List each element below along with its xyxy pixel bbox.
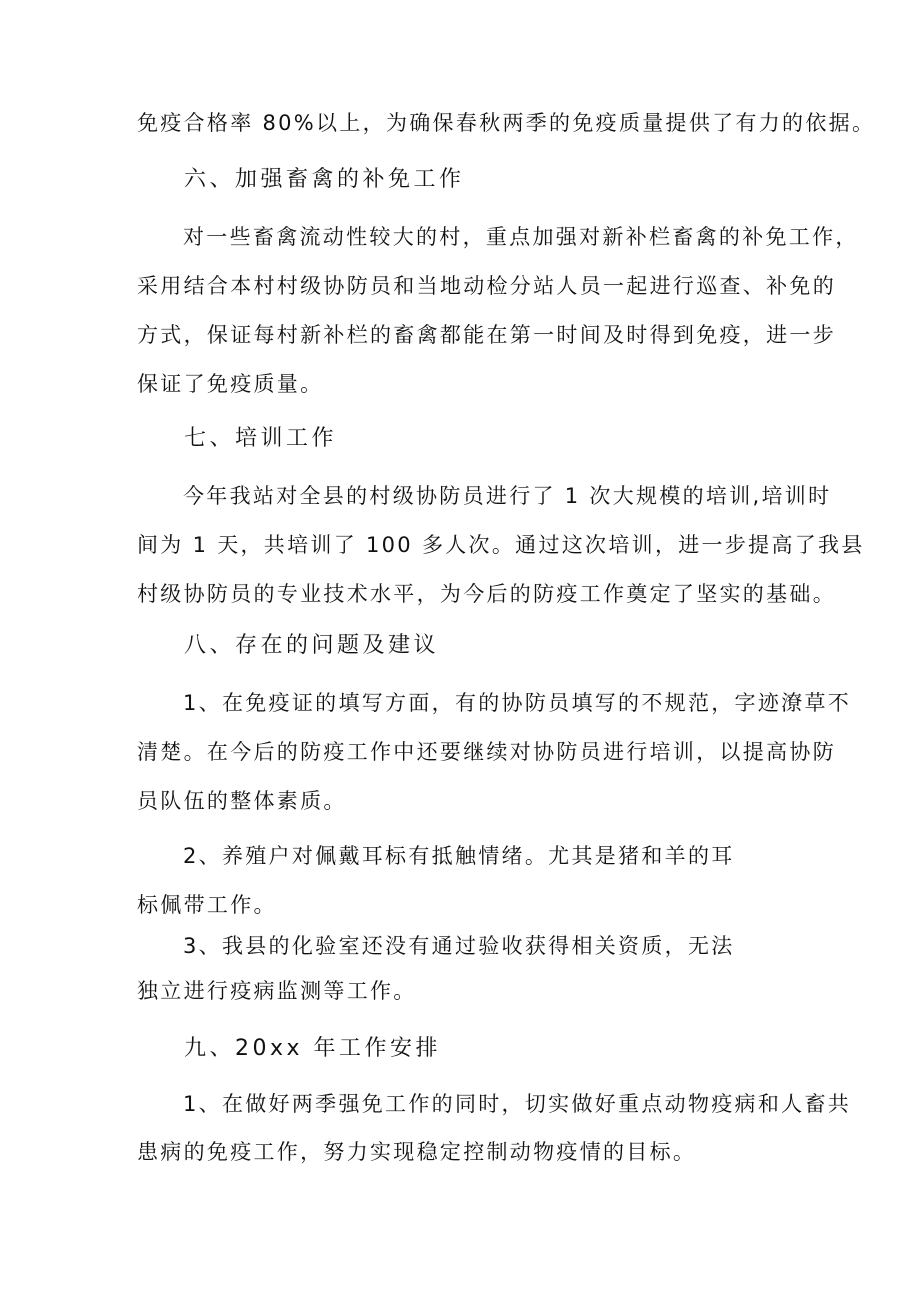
paragraph-line: 间为 1 天，共培训了 100 多人次。通过这次培训，进一步提高了我县 <box>137 533 865 557</box>
paragraph-line: 1、在做好两季强免工作的同时，切实做好重点动物疫病和人畜共 <box>183 1092 852 1116</box>
paragraph-line: 采用结合本村村级协防员和当地动检分站人员一起进行巡查、补免的 <box>137 274 836 298</box>
section-heading-9: 九、20xx 年工作安排 <box>184 1036 442 1061</box>
paragraph-line: 3、我县的化验室还没有通过验收获得相关资质，无法 <box>183 934 735 958</box>
paragraph-line: 2、养殖户对佩戴耳标有抵触情绪。尤其是猪和羊的耳 <box>183 844 735 868</box>
paragraph-line: 独立进行疫病监测等工作。 <box>137 979 417 1003</box>
paragraph-line: 标佩带工作。 <box>137 893 277 917</box>
paragraph-line: 1、在免疫证的填写方面，有的协防员填写的不规范，字迹潦草不 <box>183 691 852 715</box>
paragraph-line: 员队伍的整体素质。 <box>137 789 347 813</box>
section-heading-8: 八、存在的问题及建议 <box>184 633 440 658</box>
paragraph-line: 今年我站对全县的村级协防员进行了 1 次大规模的培训,培训时 <box>183 484 832 508</box>
paragraph-line: 免疫合格率 80%以上，为确保春秋两季的免疫质量提供了有力的依据。 <box>137 111 876 135</box>
section-heading-7: 七、培训工作 <box>184 426 338 451</box>
paragraph-line: 清楚。在今后的防疫工作中还要继续对协防员进行培训，以提高协防 <box>137 740 836 764</box>
paragraph-line: 方式，保证每村新补栏的畜禽都能在第一时间及时得到免疫，进一步 <box>137 323 836 347</box>
paragraph-line: 患病的免疫工作，努力实现稳定控制动物疫情的目标。 <box>137 1140 697 1164</box>
paragraph-line: 村级协防员的专业技术水平，为今后的防疫工作奠定了坚实的基础。 <box>137 582 836 606</box>
paragraph-line: 保证了免疫质量。 <box>137 372 324 396</box>
section-heading-6: 六、加强畜禽的补免工作 <box>184 167 465 192</box>
paragraph-line: 对一些畜禽流动性较大的村，重点加强对新补栏畜禽的补免工作， <box>183 225 859 249</box>
